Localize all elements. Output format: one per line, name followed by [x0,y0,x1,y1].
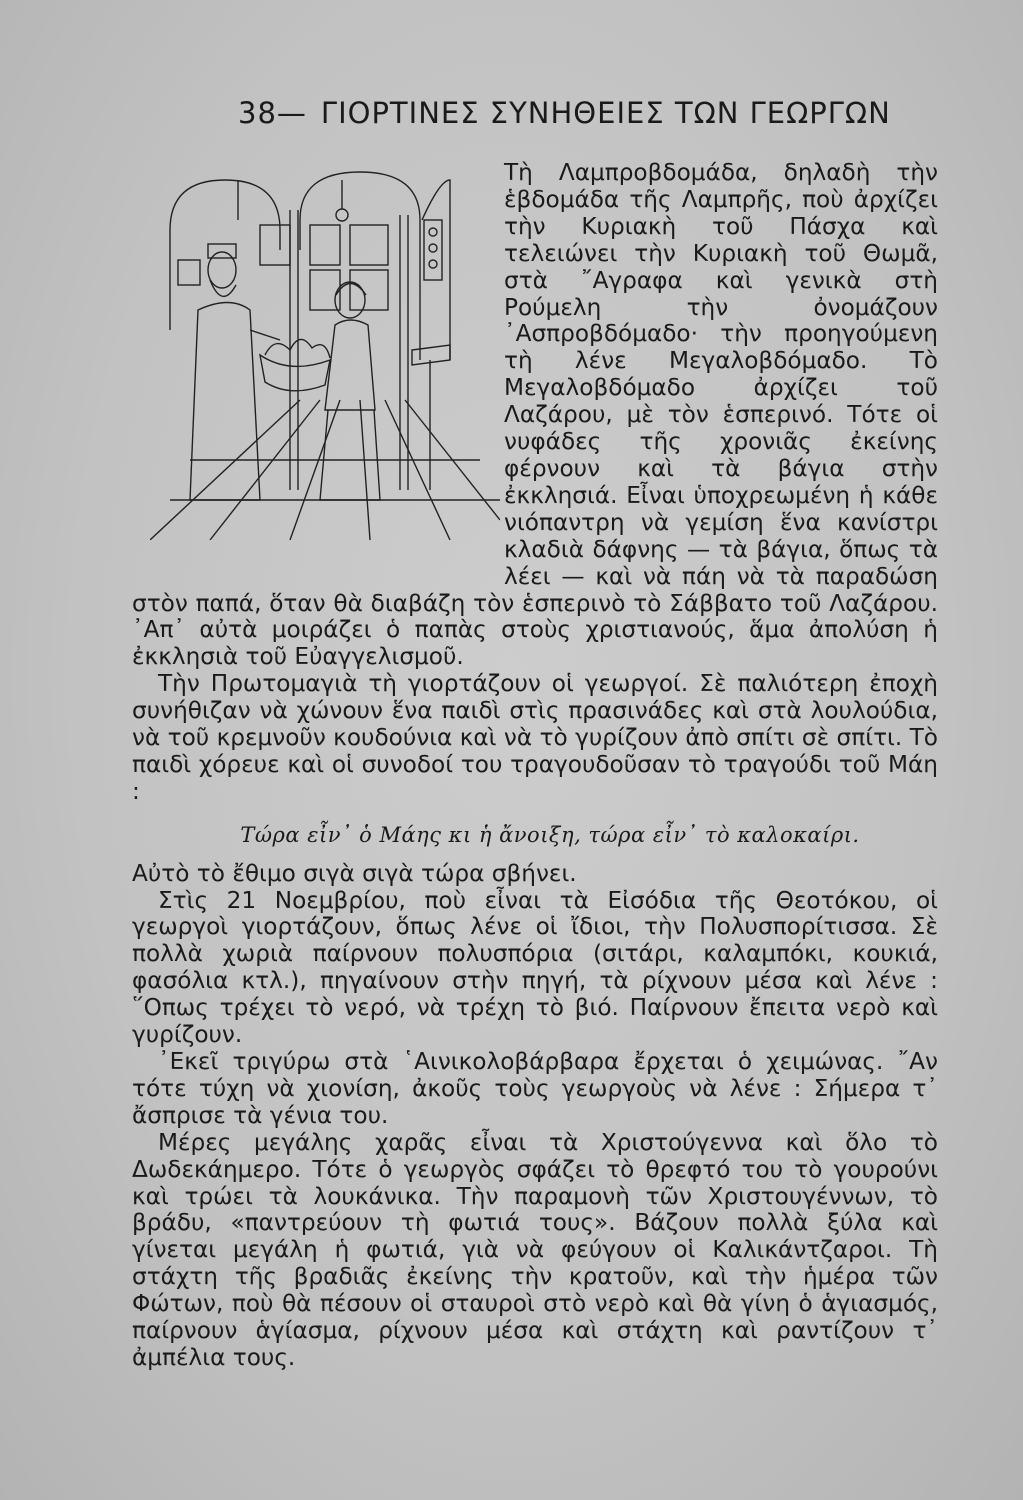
paragraph-protomagia: Τὴν Πρωτομαγιὰ τὴ γιορτάζουν οἱ γεωργοί. Σὲ παλιότερη ἐποχὴ συνήθιζαν νὰ χώνουν ἕνα παιδὶ στὶς πρασινάδες καὶ στὰ λουλούδια, νὰ τοῦ κρεμνοῦν κουδούνια καὶ νὰ τὸ γυρίζουν ἀπὸ σπίτι σὲ σπίτι. Τὸ παιδὶ χόρευε καὶ οἱ συνοδοί του τραγουδοῦσαν τὸ τραγούδι τοῦ Μάη : [132,670,938,805]
paragraph-custom-fading: Αὐτὸ τὸ ἔθιμο σιγὰ σιγὰ τώρα σβήνει. [132,859,577,887]
paragraph-ainikolovarvara: ᾿Εκεῖ τριγύρω στὰ ῾Αινικολοβάρβαρα ἔρχεται ὁ χειμώνας. ῎Αν τότε τύχη νὰ χιονίση, ἀκοῦς τοὺς γεωργοὺς νὰ λένε : Σήμερα τ᾿ ἄσπρισε τὰ γένια του. [132,1048,938,1129]
article-body [132,160,938,1372]
page-title: ΓΙΟΡΤΙΝΕΣ ΣΥΝΗΘΕΙΕΣ ΤΩΝ ΓΕΩΡΓΩΝ [320,96,891,130]
paragraph-christmas: Μέρες μεγάλης χαρᾶς εἶναι τὰ Χριστούγεννα καὶ ὅλο τὸ Δωδεκάημερο. Τότε ὁ γεωργὸς σφάζει τὸ θρεφτό του τὸ γουρούνι καὶ τρώει τὰ λουκάνικα. Τὴν παραμονὴ τῶν Χριστουγέννων, τὸ βράδυ, «παντρεύουν τὴ φωτιά τους». Βάζουν πολλὰ ξύλα καὶ γίνεται μεγάλη ἡ φωτιά, γιὰ νὰ φεύγουν οἱ Καλικάντζαροι. Τὴ στάχτη τῆς βραδιᾶς ἐκείνης τὴν κρατοῦν, καὶ τὴν ἡμέρα τῶν Φώτων, ποὺ θὰ πέσουν οἱ σταυροὶ στὸ νερὸ καὶ θὰ γίνη ὁ ἁγιασμός, παίρνουν ἁγίασμα, ρίχνουν μέσα καὶ στάχτη καὶ ραντίζουν τ᾿ ἀμπέλια τους. [132,1128,938,1371]
paragraph-polysporitissa: Στὶς 21 Νοεμβρίου, ποὺ εἶναι τὰ Εἰσόδια τῆς Θεοτόκου, οἱ γεωργοὶ γιορτάζουν, ὅπως λένε οἱ ἴδιοι, τὴν Πολυσπορίτισσα. Σὲ πολλὰ χωριὰ παίρνουν πολυσπόρια (σιτάρι, καλαμπόκι, κουκιά, φασόλια κτλ.), πηγαίνουν στὴν πηγή, τὰ ρίχνουν μέσα καὶ λένε : ῞Οπως τρέχει τὸ νερό, νὰ τρέχη τὸ βιό. Παίρνουν ἔπειτα νερὸ καὶ γυρίζουν. [132,886,938,1049]
illustration-spacer [132,160,504,588]
page-header [238,96,891,130]
page-number: 38— [238,96,307,130]
paragraph-lambrovdomada: Τὴ Λαμπροβδομάδα, δηλαδὴ τὴν ἑβδομάδα τῆς Λαμπρῆς, ποὺ ἀρχίζει τὴν Κυριακὴ τοῦ Πάσχα καὶ τελειώνει τὴν Κυριακὴ τοῦ Θωμᾶ, στὰ ῎Αγραφα καὶ γενικὰ στὴ Ρούμελη τὴν ὀνομάζουν ᾿Ασπροβδόμαδο· τὴν προηγούμενη τὴ λένε Μεγαλοβδόμαδο. Τὸ Μεγαλοβδόμαδο ἀρχίζει τοῦ Λαζάρου, μὲ τὸν ἑσπερινό. Τότε οἱ νυφάδες τῆς χρονιᾶς ἐκείνης φέρνουν καὶ τὰ βάγια στὴν ἐκκλησιά. Εἶναι ὑποχρεωμένη ἡ κάθε νιόπαντρη νὰ γεμίση ἕνα κανίστρι κλαδιὰ δάφνης — τὰ βάγια, ὅπως τὰ λέει — καὶ νὰ πάη νὰ τὰ παραδώση στὸν παπά, ὅταν θὰ διαβάζη τὸν ἑσπερινὸ τὸ Σάββατο τοῦ Λαζάρου. ᾿Απ᾿ αὐτὰ μοιράζει ὁ παπὰς στοὺς χριστιανούς, ἅμα ἀπολύση ἡ ἐκκλησιὰ τοῦ Εὐαγγελισμοῦ. [132,159,938,671]
may-song-verse: Τώρα εἶν᾿ ὁ Μάης κι ἡ ἄνοιξη, τώρα εἶν᾿ τὸ καλοκαίρι. [240,822,860,847]
